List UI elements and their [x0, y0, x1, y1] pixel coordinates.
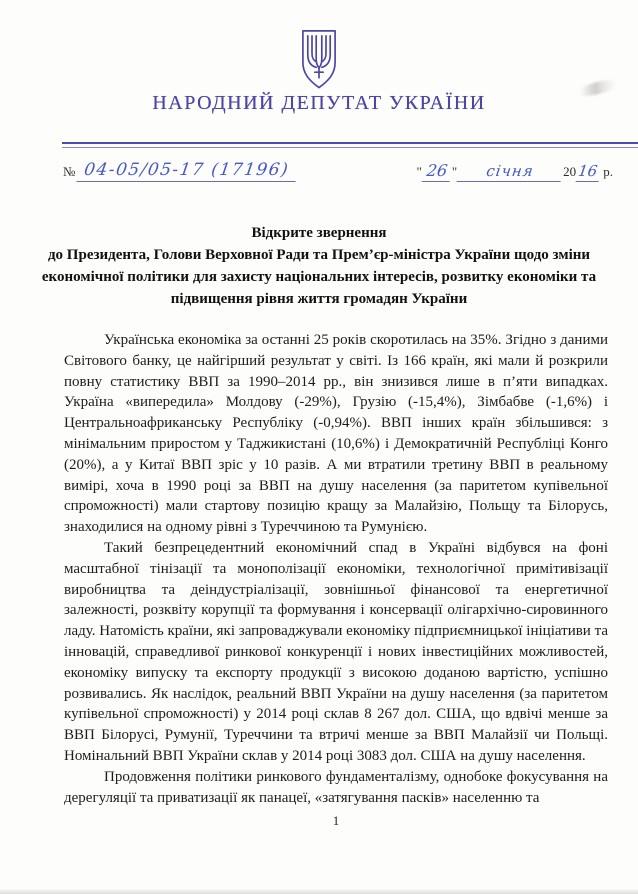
open-letter-heading — [40, 222, 598, 310]
date-year-prefix: 20 — [563, 164, 577, 179]
date-month-value: січня — [457, 162, 564, 182]
date-day-value: 26 — [421, 161, 452, 182]
date-year-suffix: 16 — [576, 162, 602, 182]
reference-number-group — [62, 160, 297, 182]
letterhead-emblem — [0, 28, 638, 99]
date-group — [416, 161, 614, 182]
reference-number-label: № — [63, 164, 76, 179]
date-close-quote: " — [451, 164, 458, 179]
page-number: 1 — [332, 813, 340, 829]
heading-line-1: Відкрите звернення — [251, 225, 387, 241]
reference-row — [62, 160, 614, 182]
paragraph-2: Такий безпрецедентний економічний спад в Україні відбувся на фоні масштабної тінізації та монополізації економіки, технологічної примітивізації виробництва та деіндустріалізації, зовнішньої фінансової та енергетичної залежності, розквіту корупції та формування і консервації олігархічно-сировинного ладу. Натомість країни, які запроваджували економіку підприємницької ініціативи та інновацій, справедливої ринкової конкуренції і нових інвестиційних можливостей, економіку випуску та експорту продукції з високою доданою вартістю, успішно розвивались. Як наслідок, реальний ВВП України на душу населення (за паритетом купівельної спроможності) у 2014 році склав 8 267 дол. США, що вдвічі менше за ВВП Білорусі, Румунії, Туреччини та втричі менше за ВВП Малайзії чи Польщі. Номінальний ВВП України склав у 2014 році 3083 дол. США на душу населення. — [64, 539, 608, 764]
date-year-unit: р. — [603, 164, 613, 179]
letterhead-title: НАРОДНИЙ ДЕПУТАТ УКРАЇНИ — [152, 92, 486, 114]
letter-body — [64, 330, 608, 829]
reference-number-value: 04-05/05-17 (17196) — [77, 160, 299, 182]
date-open-quote: " — [416, 164, 422, 179]
scan-edge-shadow — [0, 889, 638, 894]
paragraph-1: Українська економіка за останні 25 років скоротилась на 35%. Згідно з даними Світового банку, це найгірший результат у світі. Із 166 країн, які мали й розкрили повну статистику ВВП за 1990–2014 рр., він знизився лише в п’яти випадках. Україна «випередила» Молдову (-29%), Грузію (-15,4%), Зімбабве (-1,6%) і Центральноафриканську Республіку (-0,94%). ВВП інших країн збільшився: з мінімальним приростом у Таджикистані (10,6%) і Демократичній Республіці Конго (20%), а у Китаї ВВП зріс у 10 разів. А ми втратили третину ВВП в реальному вимірі, хоча в 1990 році за ВВП на душу населення (за паритетом купівельної спроможності) мали стартову позицію кращу за Малайзію, Польщу та Білорусь, знаходилися на одному рівні з Туреччиною та Румунією. — [64, 332, 608, 536]
letterhead-rule — [62, 142, 638, 148]
paragraph-3: Продовження політики ринкового фундаменталізму, однобоке фокусування на дерегуляції та приватизації як панацеї, «затягування пасків» населенню та — [64, 768, 608, 806]
ukraine-trident-emblem-icon — [298, 28, 340, 99]
heading-rest: до Президента, Голови Верховної Ради та Прем’єр-міністра України щодо зміни економічної політики для захисту національних інтересів, розвитку економіки та підвищення рівня життя громадян України — [41, 247, 597, 307]
